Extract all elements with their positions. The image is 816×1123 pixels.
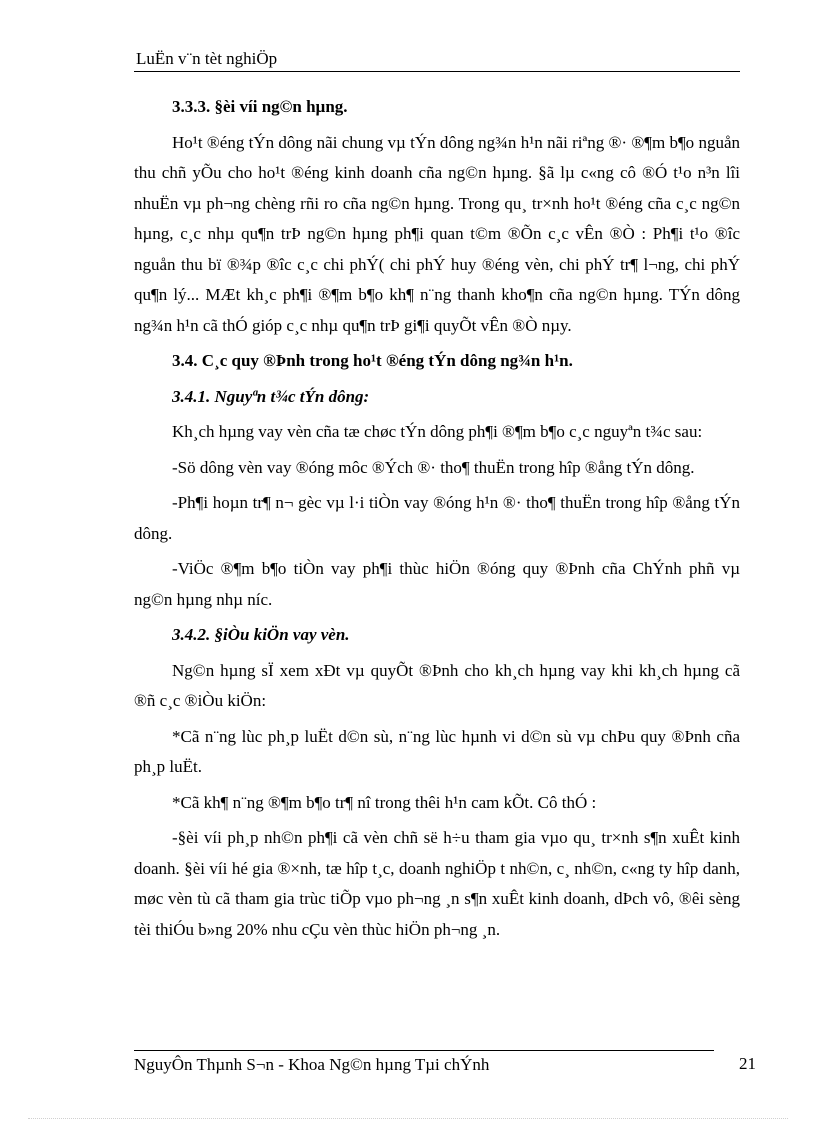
paragraph-principle-1: -Sö dông vèn vay ®óng môc ®Ých ®· tho¶ thuËn trong hîp ®ång tÝn dông. [172,457,695,477]
footer-divider [134,1050,714,1051]
section-heading-3-3-3: 3.3.3. §èi víi ng©n hµng. [172,97,348,116]
section-heading-3-4: 3.4. C¸c quy ®Þnh trong ho¹t ®éng tÝn dông ng¾n h¹n. [172,351,573,370]
paragraph-bank-role: Ho¹t ®éng tÝn dông nãi chung vµ tÝn dông ng¾n h¹n nãi riªng ®· ®¶m b¶o nguån thu chñ yÕu cho ho¹t ®éng kinh doanh cña ng©n hµng. §ã lµ c«ng cô ®Ó t¹o n³n lîi nhuËn vµ ph¬ng chèng rñi ro cña ng©n hµng. Trong qu¸ tr×nh ho¹t ®éng cña c¸c ng©n hµng, c¸c nhµ qu¶n trÞ ng©n hµng ph¶i quan t©m ®Õn c¸c vÊn ®Ò : Ph¶i t¹o ®îc nguån thu bï ®¾p ®îc c¸c chi phÝ( chi phÝ huy ®éng vèn, chi phÝ tr¶ l¬ng, chi phÝ qu¶n lý... MÆt kh¸c ph¶i ®¶m b¶o kh¶ n¨ng thanh kho¶n cña ng©n hµng. TÝn dông ng¾n h¹n cã thÓ gióp c¸c nhµ qu¶n trÞ gi¶i quyÕt vÊn ®Ò nµy. [134,132,740,335]
header-divider [134,71,740,72]
paragraph-principles-intro: Kh¸ch hµng vay vèn cña tæ chøc tÝn dông ph¶i ®¶m b¶o c¸c nguyªn t¾c sau: [172,422,703,441]
page-edge [28,1118,788,1119]
section-heading-3-4-2: 3.4.2. §iÒu kiÖn vay vèn. [172,625,350,644]
paragraph-condition-1: *Cã n¨ng lùc ph¸p luËt d©n sù, n¨ng lùc hµnh vi d©n sù vµ chÞu quy ®Þnh cña ph¸p luËt. [134,726,740,776]
paragraph-condition-2: *Cã kh¶ n¨ng ®¶m b¶o tr¶ nî trong thêi h¹n cam kÕt. Cô thÓ : [172,792,597,812]
paragraph-condition-2-detail: -§èi víi ph¸p nh©n ph¶i cã vèn chñ së h÷u tham gia vµo qu¸ tr×nh s¶n xuÊt kinh doanh. §èi víi hé gia ®×nh, tæ hîp t¸c, doanh nghiÖp t nh©n, c¸ nh©n, c«ng ty hîp danh, møc vèn tù cã tham gia trùc tiÕp vµo ph¬ng ¸n s¶n xuÊt kinh doanh, dÞch vô, ®êi sèng tèi thiÓu b»ng 20% nhu cÇu vèn thùc hiÖn ph¬ng ¸n. [134,828,740,939]
paragraph-principle-2: -Ph¶i hoµn tr¶ n¬ gèc vµ l·i tiÒn vay ®óng h¹n ®· tho¶ thuËn trong hîp ®ång tÝn dông. [134,493,740,543]
running-footer: NguyÔn Thµnh S¬n - Khoa Ng©n hµng Tµi chÝnh [134,1055,490,1074]
section-heading-3-4-1: 3.4.1. Nguyªn t¾c tÝn dông: [172,386,370,406]
paragraph-conditions-intro: Ng©n hµng sÏ xem xÐt vµ quyÕt ®Þnh cho kh¸ch hµng vay khi kh¸ch hµng cã ®ñ c¸c ®iÒu kiÖn: [134,660,740,710]
running-header: LuËn v¨n tèt nghiÖp [136,49,278,68]
page-number: 21 [739,1054,756,1073]
paragraph-principle-3: -ViÖc ®¶m b¶o tiÒn vay ph¶i thùc hiÖn ®óng quy ®Þnh cña ChÝnh phñ vµ ng©n hµng nhµ níc. [134,559,740,609]
page-body [134,92,740,950]
